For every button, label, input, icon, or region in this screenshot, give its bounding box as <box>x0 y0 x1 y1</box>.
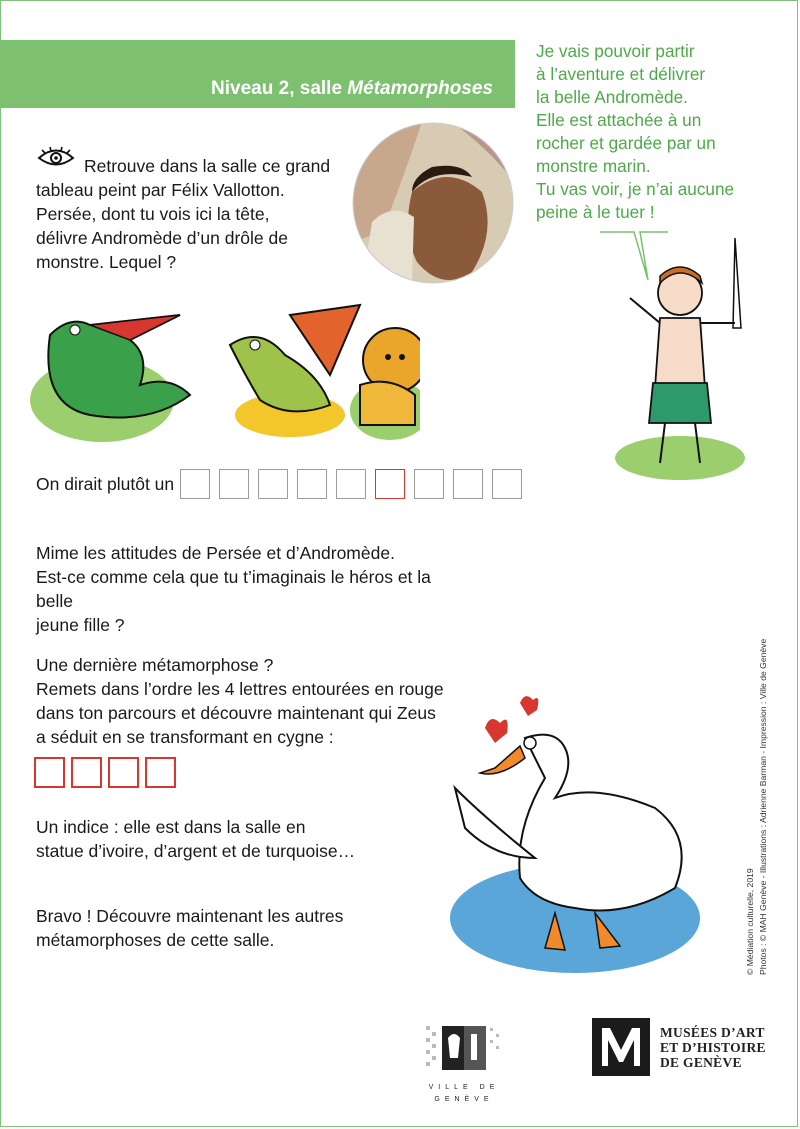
mah-m-icon <box>592 1018 650 1076</box>
red-letter-box[interactable] <box>71 757 102 788</box>
ville-de-geneve-logo <box>390 1018 538 1105</box>
crocodile <box>48 315 190 418</box>
credits-line: Photos : © MAH Genève - Illustrations : Adrienne Barman - Impression : Ville de Genève <box>758 638 768 975</box>
mime-line: Est-ce comme cela que tu t’imaginais le héros et la belle <box>36 567 431 611</box>
mime-line: jeune fille ? <box>36 615 125 635</box>
bravo-line: Bravo ! Découvre maintenant les autres <box>36 906 344 926</box>
mah-line: ET D’HISTOIRE <box>660 1039 766 1055</box>
mah-line: MUSÉES D’ART <box>660 1024 765 1040</box>
lion <box>360 328 420 425</box>
answer-box[interactable] <box>336 469 366 499</box>
intro-line: Persée, dont tu vois ici la tête, <box>36 204 270 224</box>
answer-box[interactable] <box>453 469 483 499</box>
answer-box[interactable] <box>414 469 444 499</box>
mah-text <box>660 1025 766 1070</box>
geneva-coat-of-arms-icon <box>424 1018 504 1076</box>
title-prefix: Niveau 2, salle <box>211 78 343 99</box>
speech-line: rocher et gardée par un <box>536 133 716 153</box>
hint-text <box>36 815 416 863</box>
hint-line: Un indice : elle est dans la salle en <box>36 817 306 837</box>
answer-box[interactable] <box>219 469 249 499</box>
bravo-text <box>36 904 416 952</box>
last-line: Une dernière métamorphose ? <box>36 655 274 675</box>
speech-line: Tu vas voir, je n’ai aucune <box>536 179 735 199</box>
dragon <box>230 305 360 411</box>
page-title <box>211 78 493 100</box>
intro-text <box>36 154 356 274</box>
title-italic: Métamorphoses <box>347 78 493 99</box>
monsters-illustration <box>30 295 420 445</box>
mah-line: DE GENÈVE <box>660 1054 742 1070</box>
speech-bubble <box>536 40 786 224</box>
answer-label: On dirait plutôt un <box>36 473 175 494</box>
answer-box[interactable] <box>297 469 327 499</box>
perseus-portrait <box>352 122 514 284</box>
geneve-line: GENÈVE <box>434 1096 494 1103</box>
speech-line: la belle Andromède. <box>536 87 688 107</box>
red-letter-box[interactable] <box>145 757 176 788</box>
bravo-line: métamorphoses de cette salle. <box>36 930 275 950</box>
speech-line: Elle est attachée à un <box>536 110 702 130</box>
answer-box[interactable] <box>180 469 210 499</box>
mah-logo <box>592 1018 766 1076</box>
red-letter-boxes <box>34 757 182 788</box>
red-letter-box[interactable] <box>108 757 139 788</box>
perseus-illustration <box>605 228 755 483</box>
last-metamorphosis-text <box>36 653 486 749</box>
answer-box[interactable] <box>258 469 288 499</box>
answer-boxes <box>180 469 531 499</box>
ville-line: VILLE DE <box>428 1084 500 1091</box>
speech-line: Je vais pouvoir partir <box>536 41 695 61</box>
mime-line: Mime les attitudes de Persée et d’Andromède. <box>36 543 395 563</box>
intro-line: tableau peint par Félix Vallotton. <box>36 180 285 200</box>
speech-line: monstre marin. <box>536 156 651 176</box>
swan-illustration <box>425 688 715 978</box>
header-banner <box>0 40 515 108</box>
last-line: a séduit en se transformant en cygne : <box>36 727 334 747</box>
mime-text <box>36 541 456 637</box>
heart-icon <box>485 719 508 743</box>
speech-line: à l’aventure et délivrer <box>536 64 706 84</box>
heart-icon <box>520 696 538 716</box>
answer-box[interactable] <box>492 469 522 499</box>
answer-box-highlighted[interactable] <box>375 469 405 499</box>
speech-line: peine à le tuer ! <box>536 202 655 222</box>
intro-line: monstre. Lequel ? <box>36 252 177 272</box>
answer-row <box>36 468 531 500</box>
intro-line: Retrouve dans la salle ce grand <box>84 156 331 176</box>
credits-line: © Médiation culturelle, 2019 <box>745 868 755 975</box>
hint-line: statue d’ivoire, d’argent et de turquoise… <box>36 841 356 861</box>
last-line: Remets dans l’ordre les 4 lettres entourées en rouge <box>36 679 444 699</box>
red-letter-box[interactable] <box>34 757 65 788</box>
last-line: dans ton parcours et découvre maintenant qui Zeus <box>36 703 436 723</box>
credits <box>744 575 770 975</box>
intro-line: délivre Andromède d’un drôle de <box>36 228 288 248</box>
